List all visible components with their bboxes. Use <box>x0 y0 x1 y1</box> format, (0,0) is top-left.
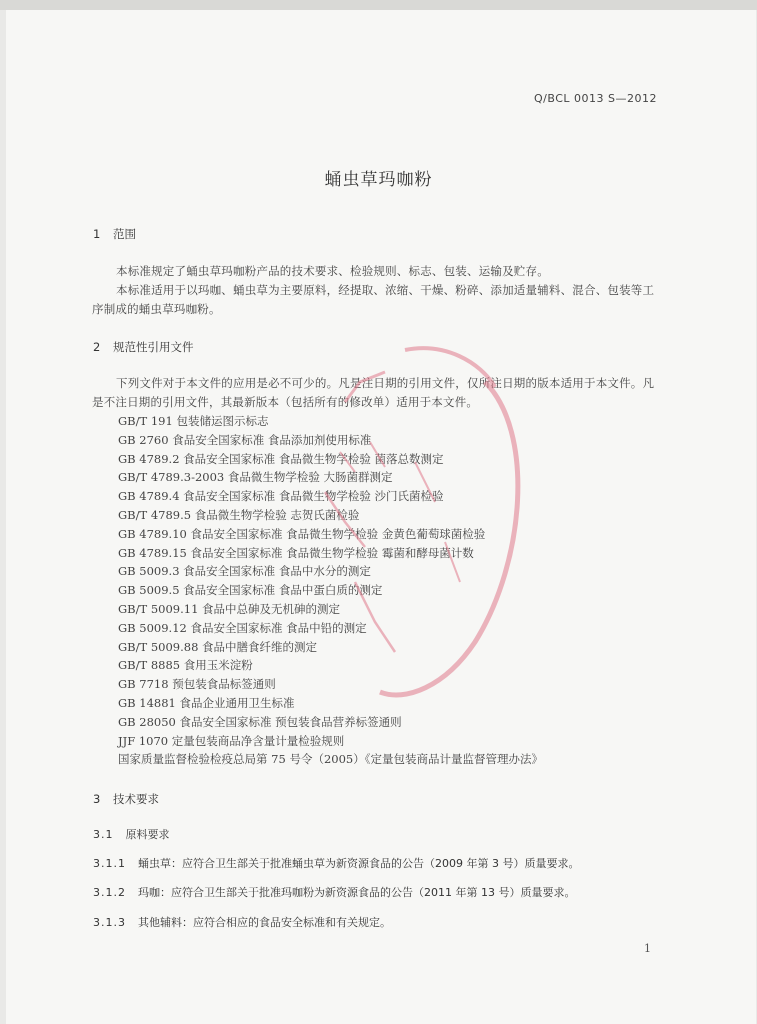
reference-item: JJF 1070 定量包装商品净含量计量检验规则 <box>118 733 345 748</box>
clause-number: 3.1.1 <box>93 857 126 870</box>
reference-item: GB 4789.10 食品安全国家标准 食品微生物学检验 金黄色葡萄球菌检验 <box>118 526 486 541</box>
scope-paragraph-1: 本标准规定了蛹虫草玛咖粉产品的技术要求、检验规则、标志、包装、运输及贮存。 <box>116 264 549 278</box>
reference-list <box>118 412 543 769</box>
clause-number: 3.1.2 <box>93 886 126 899</box>
section-number: 1 <box>93 227 101 241</box>
reference-item: GB 4789.15 食品安全国家标准 食品微生物学检验 霉菌和酵母菌计数 <box>118 545 474 560</box>
reference-item: GB/T 8885 食用玉米淀粉 <box>118 658 253 673</box>
clause-3-1-2 <box>93 884 575 900</box>
section-1-heading <box>93 226 136 242</box>
section-title: 范围 <box>113 227 136 241</box>
section-title: 规范性引用文件 <box>113 340 194 354</box>
document-title: 蛹虫草玛咖粉 <box>324 170 433 190</box>
clause-text: 蛹虫草：应符合卫生部关于批准蛹虫草为新资源食品的公告（2009 年第 3 号）质量要求。 <box>138 857 580 870</box>
standard-code: Q/BCL 0013 S—2012 <box>534 92 657 105</box>
reference-item: GB 7718 预包装食品标签通则 <box>118 677 276 692</box>
clause-text: 其他辅料：应符合相应的食品安全标准和有关规定。 <box>138 916 391 929</box>
reference-item: GB 5009.12 食品安全国家标准 食品中铅的测定 <box>118 620 367 635</box>
clause-3-1-1 <box>93 855 579 871</box>
clause-3-1-3 <box>93 914 391 930</box>
reference-item: GB/T 5009.88 食品中膳食纤维的测定 <box>118 639 318 654</box>
section-title: 技术要求 <box>113 792 159 806</box>
reference-item: GB 4789.2 食品安全国家标准 食品微生物学检验 菌落总数测定 <box>118 451 444 466</box>
page-edge <box>0 0 757 10</box>
section-number: 3 <box>93 792 101 806</box>
reference-item: GB/T 191 包装储运图示标志 <box>118 414 269 428</box>
reference-item: GB 28050 食品安全国家标准 预包装食品营养标签通则 <box>118 714 402 729</box>
subsection-number: 3.1 <box>93 828 114 841</box>
reference-item: GB 14881 食品企业通用卫生标准 <box>118 695 295 710</box>
reference-item: GB 5009.5 食品安全国家标准 食品中蛋白质的测定 <box>118 583 383 598</box>
reference-item: GB/T 5009.11 食品中总砷及无机砷的测定 <box>118 601 341 616</box>
section-3-heading <box>93 791 159 807</box>
section-number: 2 <box>93 340 101 354</box>
section-2-heading <box>93 339 194 355</box>
reference-item: GB 5009.3 食品安全国家标准 食品中水分的测定 <box>118 564 371 579</box>
clause-text: 玛咖：应符合卫生部关于批准玛咖粉为新资源食品的公告（2011 年第 13 号）质量要求。 <box>138 886 576 899</box>
reference-item: GB/T 4789.5 食品微生物学检验 志贺氏菌检验 <box>118 507 360 522</box>
subsection-3-1 <box>93 826 170 842</box>
reference-item: GB 2760 食品安全国家标准 食品添加剂使用标准 <box>118 432 372 447</box>
clause-number: 3.1.3 <box>93 916 126 929</box>
scope-paragraph-2: 本标准适用于以玛咖、蛹虫草为主要原料，经提取、浓缩、干燥、粉碎、添加适量辅料、混合、包装等工序制成的蛹虫草玛咖粉。 <box>92 283 655 316</box>
reference-item: GB/T 4789.3-2003 食品微生物学检验 大肠菌群测定 <box>118 470 393 485</box>
subsection-title: 原料要求 <box>125 828 170 841</box>
reference-item: 国家质量监督检验检疫总局第 75 号令（2005）《定量包装商品计量监督管理办法》 <box>118 752 543 767</box>
page-number: 1 <box>644 942 651 955</box>
reference-item: GB 4789.4 食品安全国家标准 食品微生物学检验 沙门氏菌检验 <box>118 489 444 504</box>
references-intro: 下列文件对于本文件的应用是必不可少的。凡是注日期的引用文件，仅所注日期的版本适用于本文件。凡是不注日期的引用文件，其最新版本（包括所有的修改单）适用于本文件。 <box>92 376 655 409</box>
